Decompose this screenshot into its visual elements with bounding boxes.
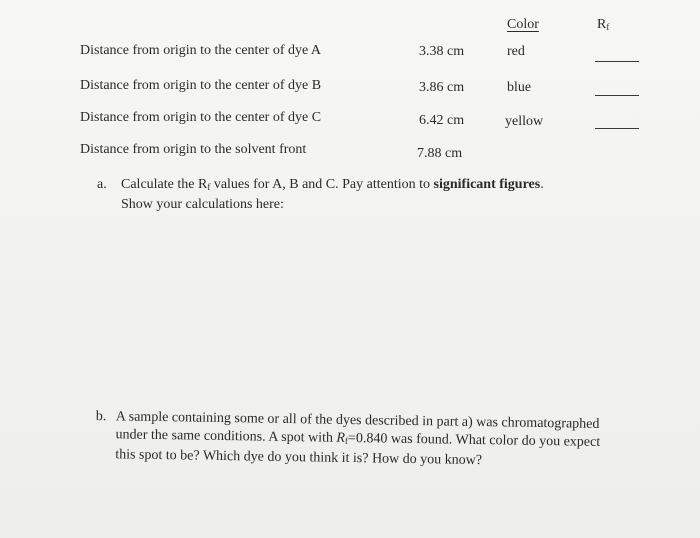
question-b-label: b.: [95, 408, 107, 425]
row-b-label: Distance from origin to the center of dye B: [80, 78, 322, 93]
question-a-text-2: values for A, B and C. Pay attention to: [210, 177, 434, 192]
question-b-line-3: this spot to be? Which dye do you think it is? How do you know?: [115, 447, 483, 469]
row-c-color: yellow: [505, 114, 544, 129]
row-b-color: blue: [507, 80, 532, 95]
question-b-body: [115, 408, 646, 472]
row-a-color: red: [507, 44, 525, 59]
row-c-distance: 6.42 cm: [419, 113, 465, 128]
question-a-text-1: Calculate the R: [121, 177, 208, 192]
color-column-header: Color: [507, 17, 539, 32]
row-b-rf-blank[interactable]: [595, 95, 639, 96]
question-b-rf-symbol: R: [336, 430, 346, 446]
row-c-label: Distance from origin to the center of dye C: [80, 110, 322, 125]
question-a-bold: significant figures: [433, 177, 541, 192]
solvent-front-label: Distance from origin to the solvent front: [80, 142, 307, 157]
question-b: [95, 408, 656, 469]
solvent-front-distance: 7.88 cm: [417, 146, 463, 161]
question-b-rf-subscript: f: [344, 435, 349, 446]
row-a-label: Distance from origin to the center of dye A: [80, 43, 322, 58]
question-a-line-2: Show your calculations here:: [121, 197, 284, 212]
question-b-text-b: =0.840 was found. What color do you expect: [347, 430, 601, 450]
row-b-distance: 3.86 cm: [419, 80, 465, 95]
row-a-distance: 3.38 cm: [419, 44, 465, 59]
rf-symbol: R: [597, 17, 607, 32]
question-b-text-a: under the same conditions. A spot with: [115, 427, 337, 446]
row-a-rf-blank[interactable]: [595, 61, 639, 62]
question-a-text-3: .: [540, 177, 544, 192]
rf-column-header: [597, 17, 609, 35]
question-a-line-1: [121, 176, 621, 196]
question-a-label: a.: [97, 177, 107, 192]
rf-subscript: f: [606, 22, 610, 32]
question-a-body: [121, 176, 621, 214]
question-b-line-1: A sample containing some or all of the dyes described in part a) was chromatographed: [115, 409, 600, 432]
question-a-subscript: f: [207, 182, 211, 192]
row-c-rf-blank[interactable]: [595, 128, 639, 129]
